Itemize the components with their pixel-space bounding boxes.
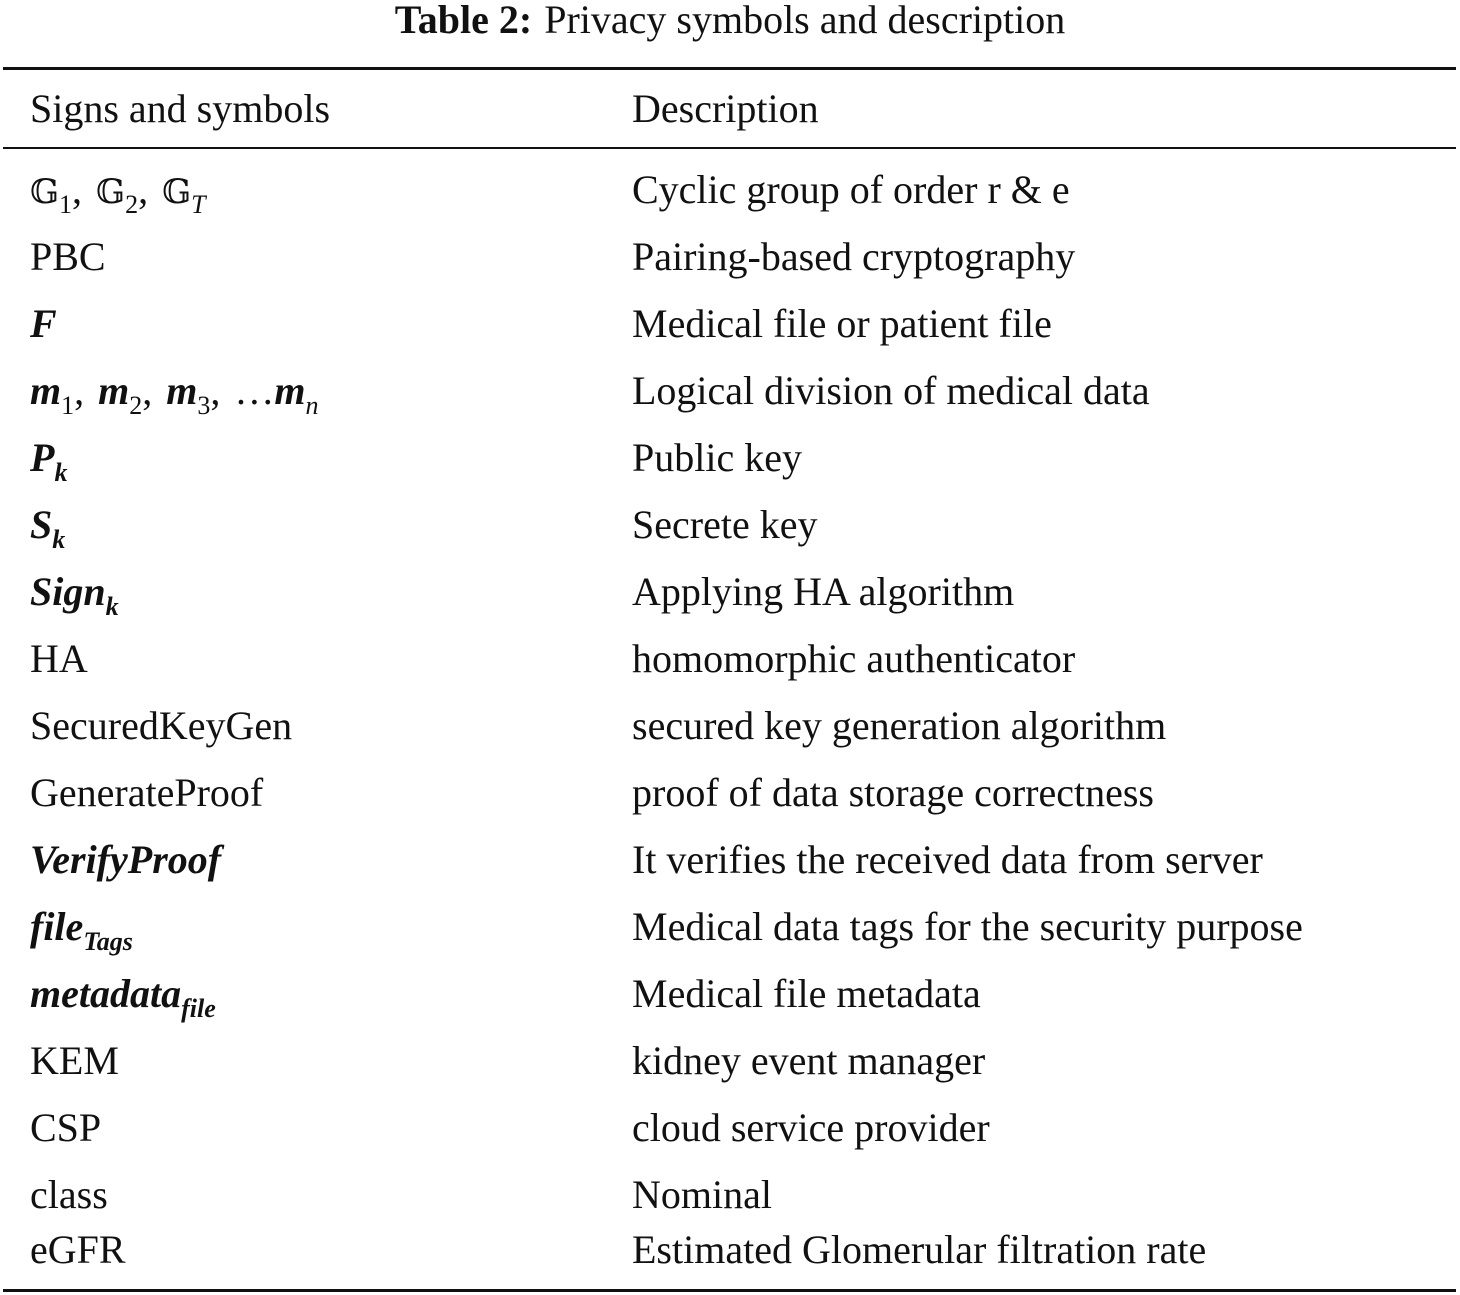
description-securedkeygen: secured key generation algorithm <box>632 703 1167 748</box>
caption-label: Table 2: <box>394 0 533 42</box>
caption-text: Privacy symbols and description <box>544 0 1066 42</box>
symbol-pbc: PBC <box>30 234 106 279</box>
table-caption <box>0 0 1460 40</box>
description-egfr: Estimated Glomerular filtration rate <box>632 1227 1207 1272</box>
symbol-pk: $P_k$ <box>30 435 68 487</box>
top-rule <box>3 67 1456 70</box>
description-cyclic-groups: Cyclic group of order r & e <box>632 167 1070 212</box>
symbol-sk: $S_k$ <box>30 502 66 554</box>
description-csp: cloud service provider <box>632 1105 990 1150</box>
symbol-signk: Sign$_k$ <box>30 569 119 621</box>
symbol-verifyproof: VerifyProof <box>30 837 222 882</box>
symbol-m-blocks: $m_1$, $m_2$, $m_3$, $\dots m_n$ <box>30 368 319 420</box>
description-sk: Secrete key <box>632 502 818 547</box>
symbol-f: F <box>30 301 57 346</box>
symbol-cyclic-groups: 𝔾$_1$, 𝔾$_2$, 𝔾$_T$ <box>30 167 206 219</box>
symbol-kem: KEM <box>30 1038 119 1083</box>
header-symbol: Signs and symbols <box>30 86 331 131</box>
header-description: Description <box>632 86 819 131</box>
symbol-ha: HA <box>30 636 88 681</box>
header-rule <box>3 147 1456 149</box>
symbol-securedkeygen: SecuredKeyGen <box>30 703 293 748</box>
description-filetags: Medical data tags for the security purpose <box>632 904 1303 949</box>
description-ha: homomorphic authenticator <box>632 636 1076 681</box>
symbol-filetags: file$_{Tags}$ <box>30 904 133 956</box>
description-metadatafile: Medical file metadata <box>632 971 981 1016</box>
description-pk: Public key <box>632 435 802 480</box>
description-f: Medical file or patient file <box>632 301 1052 346</box>
symbol-generateproof: GenerateProof <box>30 770 264 815</box>
description-class: Nominal <box>632 1172 772 1217</box>
description-kem: kidney event manager <box>632 1038 986 1083</box>
symbol-csp: CSP <box>30 1105 102 1150</box>
description-generateproof: proof of data storage correctness <box>632 770 1154 815</box>
description-signk: Applying HA algorithm <box>632 569 1015 614</box>
description-pbc: Pairing-based cryptography <box>632 234 1076 279</box>
description-m-blocks: Logical division of medical data <box>632 368 1150 413</box>
description-verifyproof: It verifies the received data from server <box>632 837 1263 882</box>
bottom-rule <box>3 1289 1456 1292</box>
symbol-metadatafile: metadata$_{file}$ <box>30 971 216 1023</box>
symbol-class: class <box>30 1172 108 1217</box>
symbol-egfr: eGFR <box>30 1227 126 1272</box>
